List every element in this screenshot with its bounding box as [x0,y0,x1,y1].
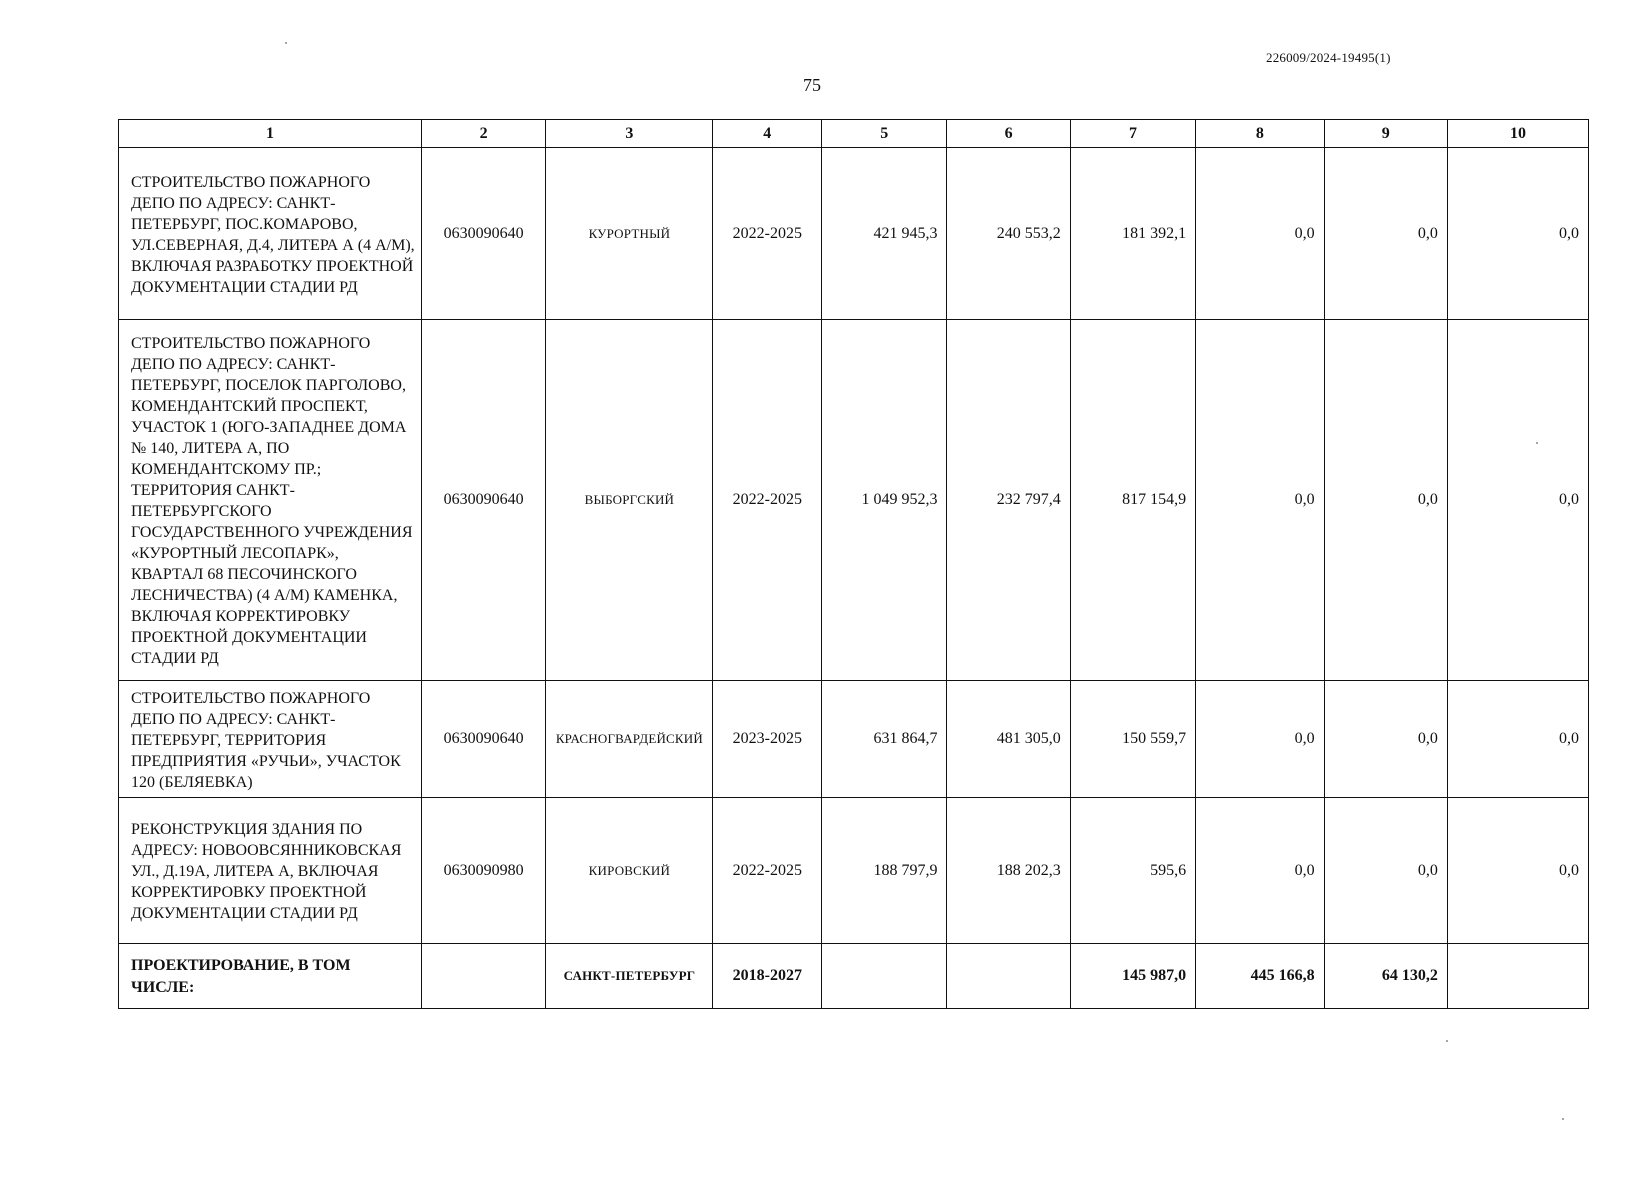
column-header: 5 [822,120,947,148]
value-col8: 0,0 [1196,798,1325,944]
column-header: 4 [713,120,822,148]
document-id: 226009/2024-19495(1) [1266,50,1391,65]
value-col7: 595,6 [1070,798,1195,944]
column-header: 3 [546,120,713,148]
value-col10: 0,0 [1447,148,1588,320]
value-col9: 0,0 [1324,320,1447,681]
value-col6: 188 202,3 [947,798,1070,944]
value-col8: 0,0 [1196,320,1325,681]
scan-speck [1562,1118,1564,1120]
project-name: СТРОИТЕЛЬСТВО ПОЖАРНОГО ДЕПО ПО АДРЕСУ: САНКТ-ПЕТЕРБУРГ, ТЕРРИТОРИЯ ПРЕДПРИЯТИЯ «РУЧЬИ», УЧАСТОК 120 (БЕЛЯЕВКА) [119,681,422,798]
period: 2018-2027 [713,944,822,1009]
value-col5: 631 864,7 [822,681,947,798]
period: 2022-2025 [713,320,822,681]
column-header: 6 [947,120,1070,148]
budget-code [421,944,545,1009]
budget-code: 0630090640 [421,681,545,798]
value-col6: 481 305,0 [947,681,1070,798]
project-name: СТРОИТЕЛЬСТВО ПОЖАРНОГО ДЕПО ПО АДРЕСУ: САНКТ-ПЕТЕРБУРГ, ПОС.КОМАРОВО, УЛ.СЕВЕРНАЯ, Д.4, ЛИТЕРА А (4 А/М), ВКЛЮЧАЯ РАЗРАБОТКУ ПРОЕКТНОЙ ДОКУМЕНТАЦИИ СТАДИИ РД [119,148,422,320]
budget-table [118,119,1589,1009]
table-row [119,320,1589,681]
column-header: 9 [1324,120,1447,148]
value-col9: 0,0 [1324,798,1447,944]
value-col8: 445 166,8 [1196,944,1325,1009]
value-col7: 817 154,9 [1070,320,1195,681]
scan-speck [285,42,287,44]
value-col10: 0,0 [1447,320,1588,681]
period: 2023-2025 [713,681,822,798]
table-row [119,148,1589,320]
table-row [119,798,1589,944]
period: 2022-2025 [713,798,822,944]
column-header: 10 [1447,120,1588,148]
district: ВЫБОРГСКИЙ [546,320,713,681]
district: КУРОРТНЫЙ [546,148,713,320]
project-name: РЕКОНСТРУКЦИЯ ЗДАНИЯ ПО АДРЕСУ: НОВООВСЯННИКОВСКАЯ УЛ., Д.19А, ЛИТЕРА А, ВКЛЮЧАЯ КОРРЕКТИРОВКУ ПРОЕКТНОЙ ДОКУМЕНТАЦИИ СТАДИИ РД [119,798,422,944]
value-col8: 0,0 [1196,148,1325,320]
total-row [119,944,1589,1009]
scan-speck [1446,1040,1448,1042]
district: КИРОВСКИЙ [546,798,713,944]
period: 2022-2025 [713,148,822,320]
budget-code: 0630090980 [421,798,545,944]
value-col7: 150 559,7 [1070,681,1195,798]
project-name: СТРОИТЕЛЬСТВО ПОЖАРНОГО ДЕПО ПО АДРЕСУ: САНКТ-ПЕТЕРБУРГ, ПОСЕЛОК ПАРГОЛОВО, КОМЕНДАНТСКИЙ ПРОСПЕКТ, УЧАСТОК 1 (ЮГО-ЗАПАДНЕЕ ДОМА № 140, ЛИТЕРА А, ПО КОМЕНДАНТСКОМУ ПР.; ТЕРРИТОРИЯ САНКТ-ПЕТЕРБУРГСКОГО ГОСУДАРСТВЕННОГО УЧРЕЖДЕНИЯ «КУРОРТНЫЙ ЛЕСОПАРК», КВАРТАЛ 68 ПЕСОЧИНСКОГО ЛЕСНИЧЕСТВА) (4 А/М) КАМЕНКА, ВКЛЮЧАЯ КОРРЕКТИРОВКУ ПРОЕКТНОЙ ДОКУМЕНТАЦИИ СТАДИИ РД [119,320,422,681]
column-header: 2 [421,120,545,148]
value-col5: 421 945,3 [822,148,947,320]
section-title: ПРОЕКТИРОВАНИЕ, В ТОМ ЧИСЛЕ: [119,944,422,1009]
value-col10 [1447,944,1588,1009]
value-col5 [822,944,947,1009]
value-col8: 0,0 [1196,681,1325,798]
value-col9: 0,0 [1324,681,1447,798]
value-col10: 0,0 [1447,798,1588,944]
budget-code: 0630090640 [421,148,545,320]
column-header: 8 [1196,120,1325,148]
table-header-row [119,120,1589,148]
value-col7: 181 392,1 [1070,148,1195,320]
value-col6: 232 797,4 [947,320,1070,681]
value-col6: 240 553,2 [947,148,1070,320]
value-col9: 0,0 [1324,148,1447,320]
value-col5: 188 797,9 [822,798,947,944]
district: САНКТ-ПЕТЕРБУРГ [546,944,713,1009]
column-header: 1 [119,120,422,148]
value-col10: 0,0 [1447,681,1588,798]
value-col5: 1 049 952,3 [822,320,947,681]
district: КРАСНОГВАРДЕЙСКИЙ [546,681,713,798]
scan-speck [1536,442,1538,444]
value-col9: 64 130,2 [1324,944,1447,1009]
table-row [119,681,1589,798]
budget-code: 0630090640 [421,320,545,681]
column-header: 7 [1070,120,1195,148]
page-number: 75 [803,75,821,95]
value-col6 [947,944,1070,1009]
value-col7: 145 987,0 [1070,944,1195,1009]
